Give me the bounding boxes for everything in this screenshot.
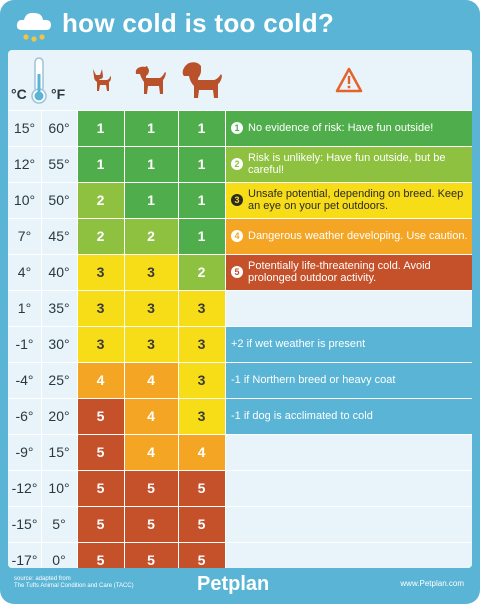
small-dog-risk-cell: 5	[77, 434, 124, 470]
medium-dog-risk-cell: 3	[124, 254, 178, 290]
empty-cell	[225, 290, 472, 326]
legend-item	[225, 254, 472, 290]
large-dog-risk-cell: 1	[178, 218, 225, 254]
large-dog-risk-cell: 5	[178, 542, 225, 568]
fahrenheit-cell: 20°	[41, 398, 77, 434]
large-dog-risk-cell: 4	[178, 434, 225, 470]
legend-text: Unsafe potential, depending on breed. Keep an eye on your pet outdoors.	[248, 188, 464, 212]
warning-header	[225, 50, 472, 110]
chart-panel	[8, 50, 472, 568]
column-divider	[41, 110, 42, 568]
medium-dog-risk-cell: 1	[124, 110, 178, 146]
large-dog-risk-cell: 5	[178, 470, 225, 506]
fahrenheit-cell: 35°	[41, 290, 77, 326]
level-number-badge: 5	[231, 266, 243, 278]
modifier-item	[225, 362, 472, 398]
legend-item	[225, 218, 472, 254]
brand-logo: Petplan	[197, 573, 270, 595]
legend-item	[225, 146, 472, 182]
column-divider	[124, 110, 125, 568]
empty-cell	[225, 470, 472, 506]
legend-item	[225, 182, 472, 218]
small-dog-risk-cell: 5	[77, 542, 124, 568]
fahrenheit-cell: 30°	[41, 326, 77, 362]
celsius-cell: -12°	[8, 470, 41, 506]
medium-dog-header	[124, 50, 178, 110]
celsius-cell: -15°	[8, 506, 41, 542]
medium-dog-risk-cell: 3	[124, 290, 178, 326]
large-dog-risk-cell: 3	[178, 398, 225, 434]
small-dog-risk-cell: 3	[77, 254, 124, 290]
small-dog-risk-cell: 3	[77, 326, 124, 362]
fahrenheit-cell: 40°	[41, 254, 77, 290]
celsius-cell: -1°	[8, 326, 41, 362]
small-dog-risk-cell: 2	[77, 218, 124, 254]
fahrenheit-cell: 55°	[41, 146, 77, 182]
legend-item	[225, 110, 472, 146]
medium-dog-risk-cell: 4	[124, 398, 178, 434]
level-number-badge: 3	[231, 194, 243, 206]
modifier-text: -1 if Northern breed or heavy coat	[231, 374, 396, 386]
celsius-cell: 1°	[8, 290, 41, 326]
medium-dog-risk-cell: 2	[124, 218, 178, 254]
small-dog-risk-cell: 5	[77, 398, 124, 434]
fahrenheit-cell: 15°	[41, 434, 77, 470]
large-dog-risk-cell: 5	[178, 506, 225, 542]
small-dog-icon	[89, 67, 113, 93]
footer	[0, 568, 480, 604]
large-dog-risk-cell: 2	[178, 254, 225, 290]
legend-text: No evidence of risk: Have fun outside!	[248, 122, 434, 134]
fahrenheit-cell: 60°	[41, 110, 77, 146]
small-dog-risk-cell: 5	[77, 506, 124, 542]
modifier-text: +2 if wet weather is present	[231, 338, 366, 350]
column-divider	[225, 110, 226, 568]
level-number-badge: 4	[231, 230, 243, 242]
celsius-cell: -4°	[8, 362, 41, 398]
column-divider	[77, 110, 78, 568]
modifier-text: -1 if dog is acclimated to cold	[231, 410, 373, 422]
medium-dog-risk-cell: 4	[124, 362, 178, 398]
column-divider	[178, 110, 179, 568]
legend-text: Risk is unlikely: Have fun outside, but be careful!	[248, 152, 446, 176]
large-dog-risk-cell: 1	[178, 146, 225, 182]
medium-dog-risk-cell: 3	[124, 326, 178, 362]
website-link[interactable]: www.Petplan.com	[400, 579, 464, 588]
large-dog-risk-cell: 1	[178, 182, 225, 218]
fahrenheit-cell: 25°	[41, 362, 77, 398]
small-dog-risk-cell: 2	[77, 182, 124, 218]
large-dog-icon	[181, 60, 223, 100]
header	[0, 0, 480, 50]
medium-dog-risk-cell: 1	[124, 182, 178, 218]
legend-text: Potentially life-threatening cold. Avoid prolonged outdoor activity.	[248, 260, 431, 284]
small-dog-risk-cell: 3	[77, 290, 124, 326]
fahrenheit-cell: 5°	[41, 506, 77, 542]
small-dog-risk-cell: 5	[77, 470, 124, 506]
snow-cloud-icon	[14, 6, 54, 46]
warning-icon	[335, 67, 363, 93]
modifier-item	[225, 326, 472, 362]
celsius-cell: -9°	[8, 434, 41, 470]
medium-dog-risk-cell: 5	[124, 470, 178, 506]
large-dog-header	[178, 50, 225, 110]
fahrenheit-label: °F	[51, 86, 66, 102]
source-line2: The Tufts Animal Condition and Care (TACC)	[14, 583, 134, 589]
empty-cell	[225, 542, 472, 568]
legend-text: Dangerous weather developing. Use caution.	[248, 230, 468, 242]
small-dog-risk-cell: 1	[77, 146, 124, 182]
fahrenheit-cell: 50°	[41, 182, 77, 218]
source-line1: source: adapted from	[14, 576, 71, 582]
celsius-cell: -6°	[8, 398, 41, 434]
level-number-badge: 2	[231, 158, 243, 170]
thermometer-icon	[28, 56, 50, 106]
medium-dog-risk-cell: 1	[124, 146, 178, 182]
modifier-item	[225, 398, 472, 434]
fahrenheit-cell: 10°	[41, 470, 77, 506]
medium-dog-risk-cell: 4	[124, 434, 178, 470]
celsius-cell: -17°	[8, 542, 41, 568]
celsius-label: °C	[11, 86, 27, 102]
header-row	[8, 50, 472, 110]
small-dog-risk-cell: 4	[77, 362, 124, 398]
small-dog-header	[77, 50, 124, 110]
page-title: how cold is too cold?	[62, 8, 335, 38]
celsius-cell: 12°	[8, 146, 41, 182]
source-note	[14, 576, 134, 590]
celsius-cell: 15°	[8, 110, 41, 146]
celsius-cell: 7°	[8, 218, 41, 254]
medium-dog-icon	[134, 64, 168, 96]
celsius-cell: 4°	[8, 254, 41, 290]
large-dog-risk-cell: 3	[178, 362, 225, 398]
medium-dog-risk-cell: 5	[124, 506, 178, 542]
large-dog-risk-cell: 3	[178, 326, 225, 362]
celsius-cell: 10°	[8, 182, 41, 218]
level-number-badge: 1	[231, 122, 243, 134]
fahrenheit-cell: 0°	[41, 542, 77, 568]
fahrenheit-cell: 45°	[41, 218, 77, 254]
empty-cell	[225, 434, 472, 470]
large-dog-risk-cell: 1	[178, 110, 225, 146]
empty-cell	[225, 506, 472, 542]
medium-dog-risk-cell: 5	[124, 542, 178, 568]
small-dog-risk-cell: 1	[77, 110, 124, 146]
large-dog-risk-cell: 3	[178, 290, 225, 326]
